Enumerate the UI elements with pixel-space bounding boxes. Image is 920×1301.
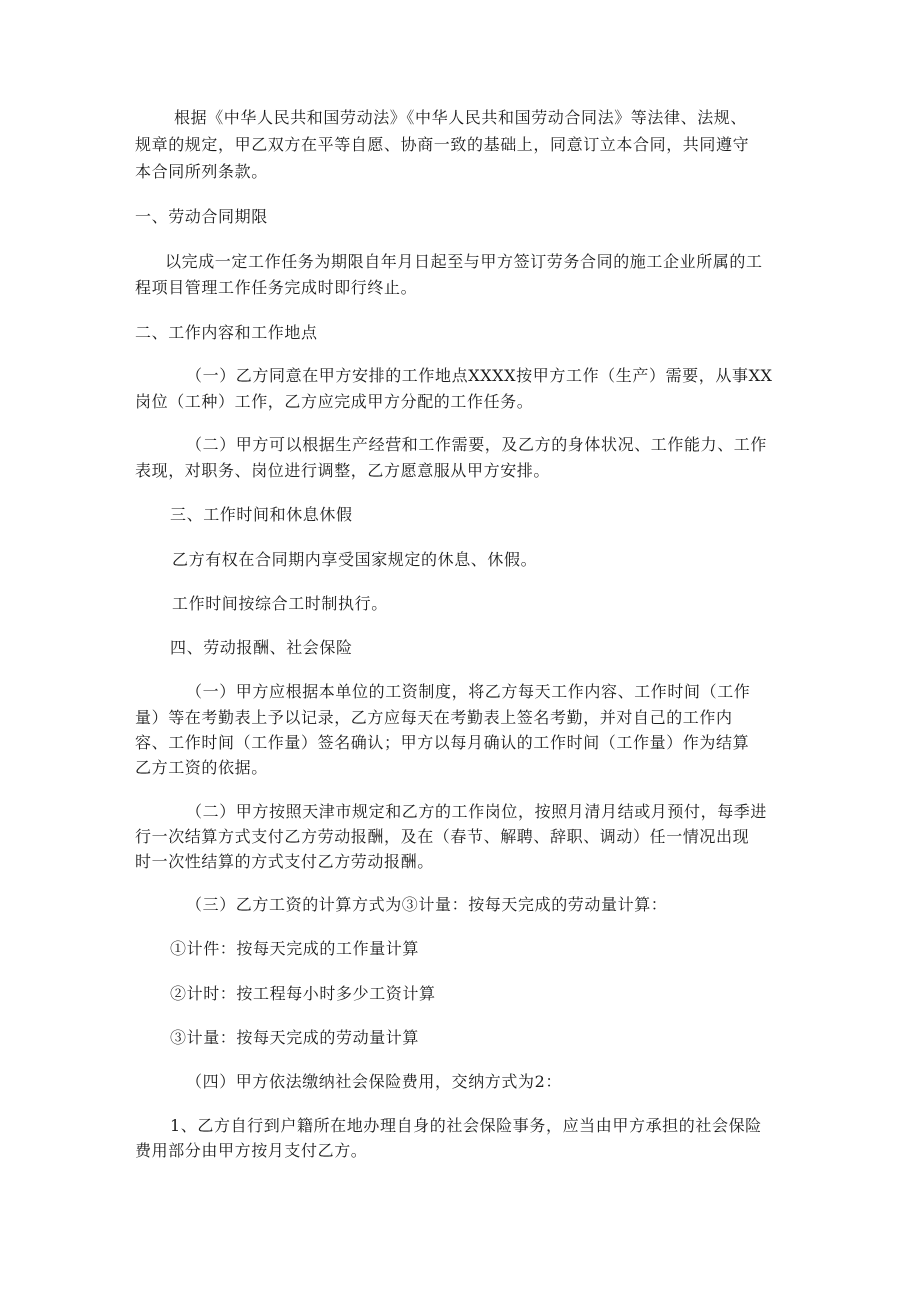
section-1-heading: 一、劳动合同期限 xyxy=(135,207,268,226)
section-3-heading: 三、工作时间和休息休假 xyxy=(170,505,353,524)
section-1-line-1: 以完成一定工作任务为期限自年月日起至与甲方签订劳务合同的施工企业所属的工 xyxy=(165,252,763,271)
intro-line-3: 本合同所列条款。 xyxy=(135,162,268,181)
section-2-item-2-line-1: （二）甲方可以根据生产经营和工作需要，及乙方的身体状况、工作能力、工作 xyxy=(186,435,768,454)
intro-line-1: 根据《中华人民共和国劳动法》《中华人民共和国劳动合同法》等法律、法规、 xyxy=(174,108,748,127)
section-2-item-1-line-2: 岗位（工种）工作，乙方应完成甲方分配的工作任务。 xyxy=(135,392,534,411)
section-4-heading: 四、劳动报酬、社会保险 xyxy=(170,638,353,657)
section-4-item-2-line-1: （二）甲方按照天津市规定和乙方的工作岗位，按照月清月结或月预付，每季进 xyxy=(186,802,768,821)
section-4-item-2-line-3: 时一次性结算的方式支付乙方劳动报酬。 xyxy=(135,852,434,871)
section-4-item-1-line-2: 量）等在考勤表上予以记录，乙方应每天在考勤表上签名考勤，并对自己的工作内 xyxy=(135,708,733,727)
calc-method-piece: ①计件：按每天完成的工作量计算 xyxy=(170,939,420,958)
section-4-item-1-line-1: （一）甲方应根据本单位的工资制度，将乙方每天工作内容、工作时间（工作 xyxy=(186,682,751,701)
section-2-item-2-line-2: 表现，对职务、岗位进行调整，乙方愿意服从甲方安排。 xyxy=(135,461,551,480)
calc-method-time: ②计时：按工程每小时多少工资计算 xyxy=(170,984,436,1003)
section-2-heading: 二、工作内容和工作地点 xyxy=(135,323,318,342)
section-4-item-1-line-4: 乙方工资的依据。 xyxy=(135,758,268,777)
section-4-item-4: （四）甲方依法缴纳社会保险费用，交纳方式为2： xyxy=(186,1072,562,1091)
section-4-item-2-line-2: 行一次结算方式支付乙方劳动报酬，及在（春节、解聘、辞职、调动）任一情况出现 xyxy=(135,827,750,846)
section-4-item-3: （三）乙方工资的计算方式为③计量：按每天完成的劳动量计算： xyxy=(186,895,668,914)
intro-line-2: 规章的规定，甲乙双方在平等自愿、协商一致的基础上，同意订立本合同，共同遵守 xyxy=(135,135,750,154)
insurance-option-1-line-1: 1、乙方自行到户籍所在地办理自身的社会保险事务，应当由甲方承担的社会保险 xyxy=(170,1116,762,1135)
section-2-item-1-line-1: （一）乙方同意在甲方安排的工作地点XXXX按甲方工作（生产）需要，从事XX xyxy=(186,366,773,385)
section-4-item-1-line-3: 容、工作时间（工作量）签名确认；甲方以每月确认的工作时间（工作量）作为结算 xyxy=(135,733,750,752)
insurance-option-1-line-2: 费用部分由甲方按月支付乙方。 xyxy=(135,1141,368,1160)
calc-method-quantity: ③计量：按每天完成的劳动量计算 xyxy=(170,1028,420,1047)
section-3-line-2: 工作时间按综合工时制执行。 xyxy=(172,594,388,613)
section-1-line-2: 程项目管理工作任务完成时即行终止。 xyxy=(135,278,418,297)
section-3-line-1: 乙方有权在合同期内享受国家规定的休息、休假。 xyxy=(172,550,538,569)
